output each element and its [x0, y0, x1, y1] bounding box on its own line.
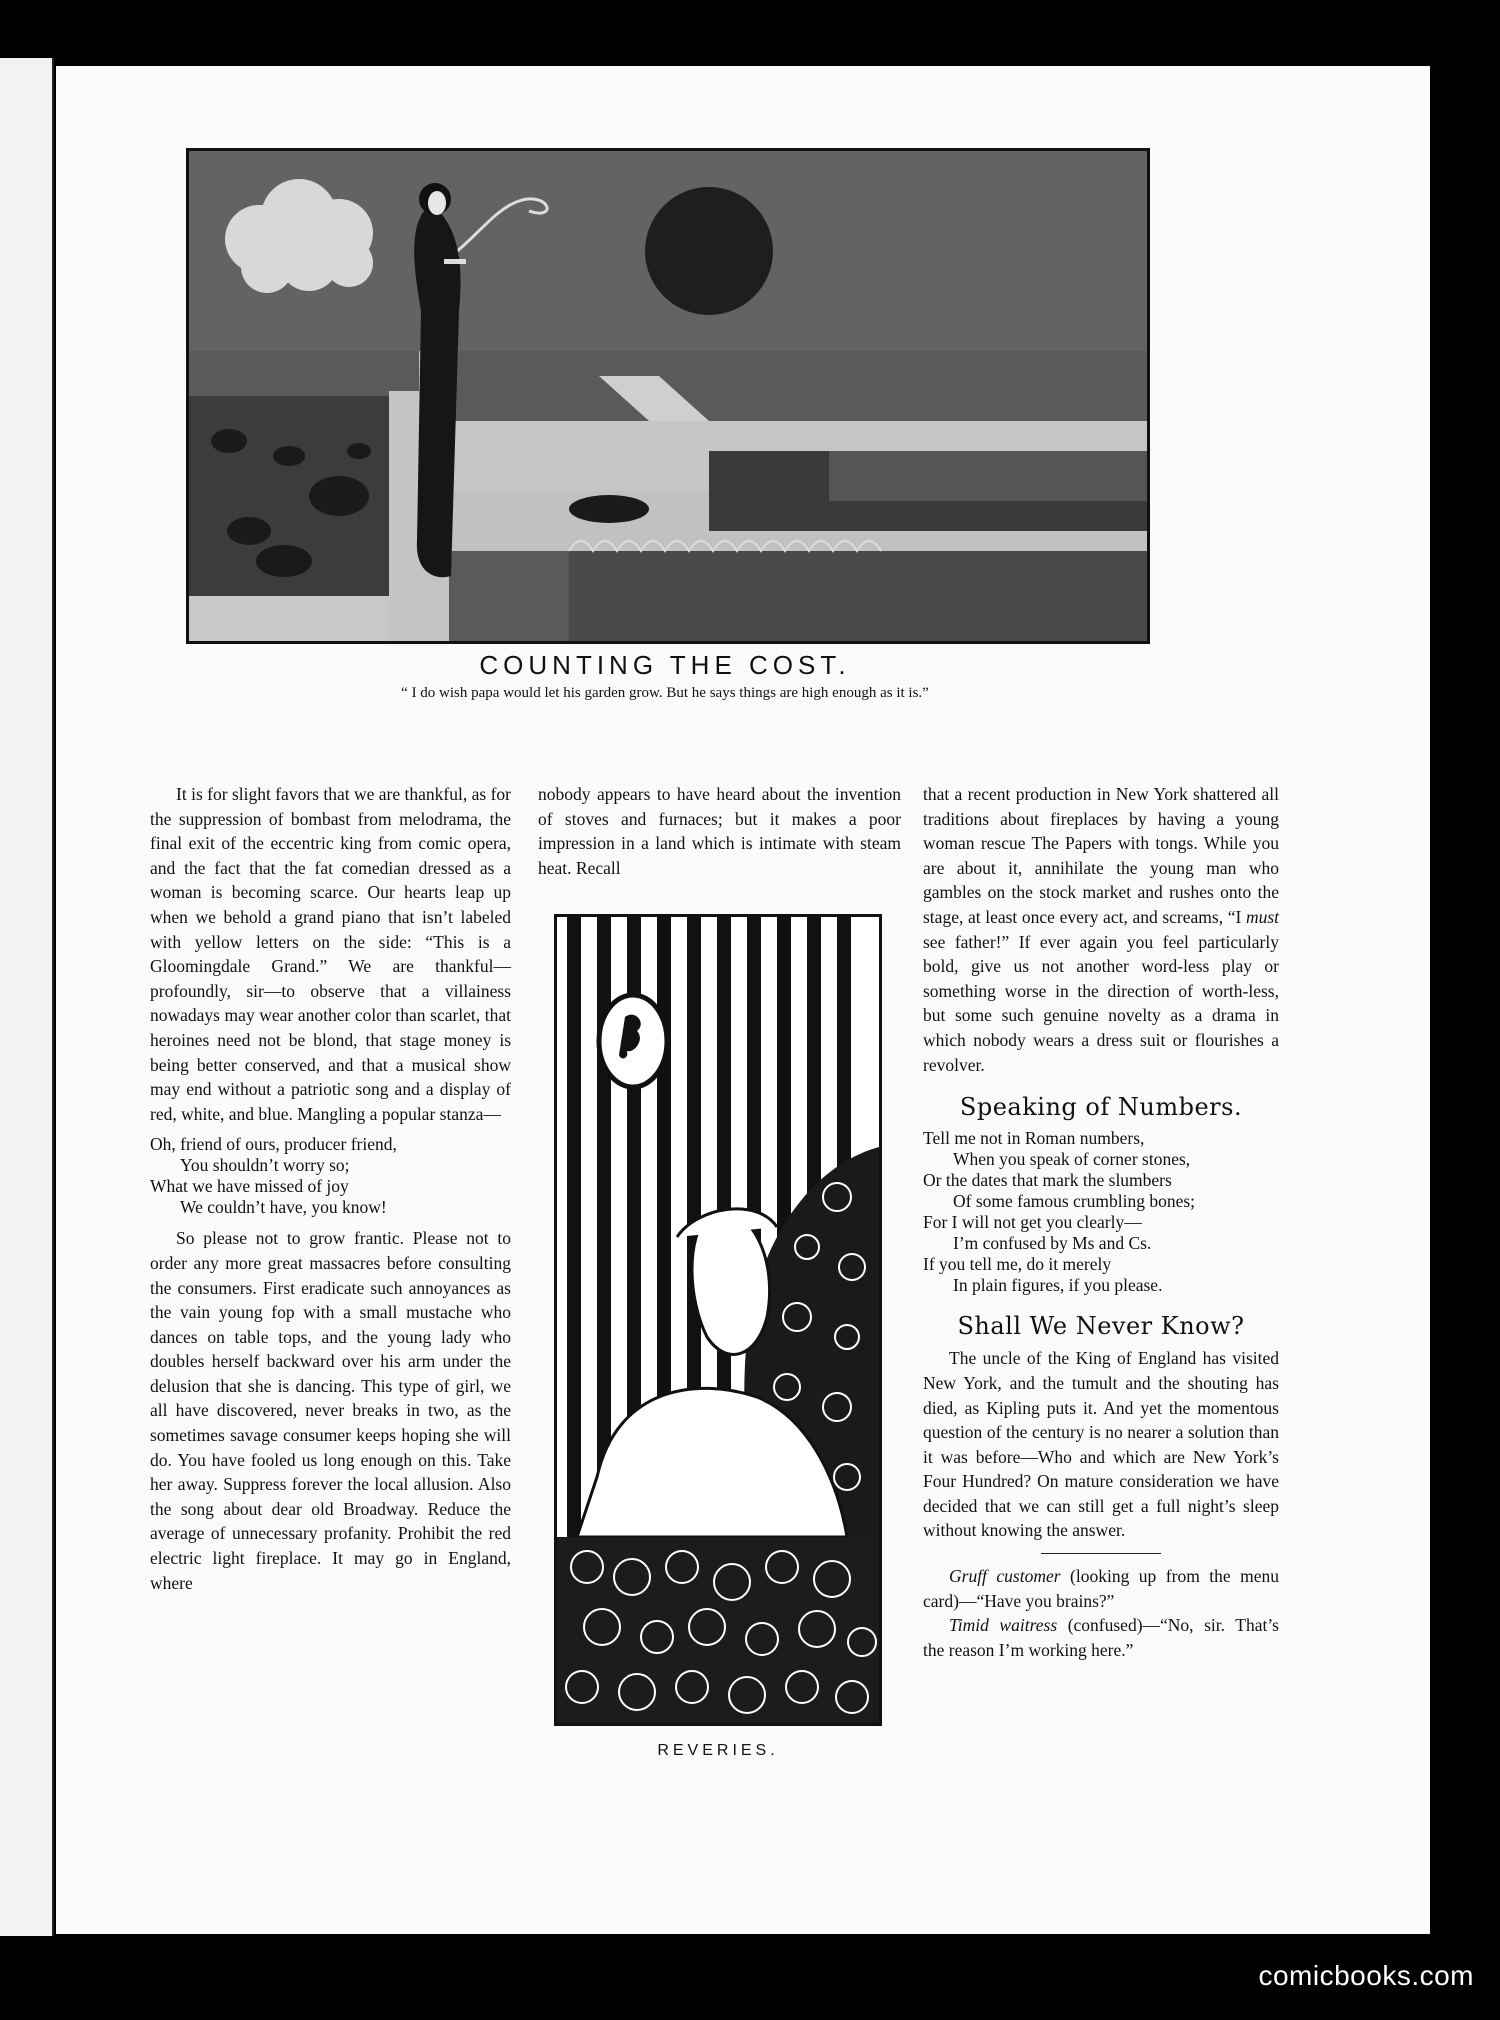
- article-column-3: [923, 782, 1279, 1662]
- counting-the-cost-illustration: [186, 148, 1150, 644]
- site-watermark: comicbooks.com: [1258, 1960, 1474, 1991]
- verse-line: We couldn’t have, you know!: [180, 1197, 387, 1218]
- col1-paragraph-1: It is for slight favors that we are thankful, as for the suppression of bombast from melodrama, the final exit of the eccentric king from comic opera, and the fact that the fat comedian dressed as a woman is becoming scarce. Our hearts leap up when we behold a grand piano that isn’t labeled with yellow letters on the side: “This is a Gloomingdale Grand.” We are thankful—profoundly, sir—to observe that a villainess nowadays may wear another color than scarlet, that heroines need not be blond, that stage money is being better conserved, and that a musical show may end without a patriotic song and a display of red, white, and blue. Mangling a popular stanza—: [150, 784, 511, 1124]
- top-illustration-title: COUNTING THE COST.: [479, 650, 851, 680]
- joke-speaker-1: Gruff customer: [949, 1566, 1061, 1587]
- joke-line-1: [923, 1564, 1279, 1613]
- reveries-drawing: [557, 917, 879, 1723]
- joke-line-2: [923, 1613, 1279, 1662]
- reveries-illustration: [554, 914, 882, 1726]
- col3-paragraph-1: [923, 782, 1279, 1077]
- verse-line: I’m confused by Ms and Cs.: [953, 1232, 1152, 1253]
- verse-line: For I will not get you clearly—: [923, 1211, 1142, 1232]
- reveries-caption: REVERIES.: [657, 1742, 779, 1759]
- col1-paragraph-2: So please not to grow frantic. Please not to order any more great massacres before consulting the consumers. First eradicate such annoyances as the vain young fop with a small mustache who dances on table tops, and the young lady who doubles herself backward over his arm under the delusion that she is dancing. This type of girl, we all have discovered, never breaks in two, as the sometimes savage consumer keeps hoping she will do. You have fooled us long enough on this. Take her away. Suppress forever the local allusion. Also the song about dear old Broadway. Reduce the average of unnecessary profanity. Prohibit the red electric light fireplace. It may go in England, where: [150, 1228, 511, 1593]
- verse-line: Oh, friend of ours, producer friend,: [150, 1134, 397, 1155]
- col1-verse: [150, 1134, 511, 1218]
- col2-paragraph-1: nobody appears to have heard about the invention of stoves and furnaces; but it makes a poor impression in a land which is intimate with steam heat. Recall: [538, 784, 901, 878]
- verse-line: If you tell me, do it merely: [923, 1253, 1112, 1274]
- col3-paragraph-1-a: that a recent production in New York shattered all traditions about fireplaces by having a young woman rescue The Papers with tongs. While you are about it, annihilate the young man who gambles on the stock market and rushes onto the stage, at least once every act, and screams, “I: [923, 784, 1279, 927]
- joke-text-2: (confused)—“No, sir. That’s the reason I’m working here.”: [923, 1615, 1279, 1660]
- heading-shall-we-never-know: Shall We Never Know?: [957, 1311, 1245, 1340]
- col3-paragraph-2: The uncle of the King of England has visited New York, and the tumult and the shouting has died, as Kipling puts it. And yet the momentous question of the century is no nearer a solution than it was before—Who and which are New York’s Four Hundred? On mature consideration we have decided that we can still get a full night’s sleep without knowing the answer.: [923, 1348, 1279, 1541]
- joke-text-1: (looking up from the menu card)—“Have you brains?”: [923, 1566, 1280, 1611]
- verse-line: You shouldn’t worry so;: [180, 1155, 350, 1176]
- joke-speaker-2: Timid waitress: [949, 1615, 1058, 1636]
- col3-verse: [923, 1128, 1279, 1296]
- verse-line: Of some famous crumbling bones;: [953, 1190, 1196, 1211]
- previous-page-edge: [0, 58, 54, 1936]
- verse-line: Tell me not in Roman numbers,: [923, 1127, 1145, 1148]
- garden-scene-drawing: [189, 151, 1147, 641]
- top-illustration-caption: “ I do wish papa would let his garden grow. But he says things are high enough as it is.”: [401, 685, 929, 701]
- verse-line: In plain figures, if you please.: [953, 1274, 1163, 1295]
- verse-line: Or the dates that mark the slumbers: [923, 1169, 1172, 1190]
- verse-line: When you speak of corner stones,: [953, 1148, 1191, 1169]
- col3-paragraph-1-b: see father!” If ever again you feel particularly bold, give us not another word-less play or something worse in the direction of worth-less, but some such genuine novelty as a drama in which nobody wears a dress suit or flourishes a revolver.: [923, 931, 1279, 1075]
- article-column-2: [538, 782, 901, 880]
- verse-line: What we have missed of joy: [150, 1176, 349, 1197]
- divider-rule: [1041, 1553, 1161, 1554]
- col3-emphasis: must: [1245, 906, 1279, 927]
- article-column-1: [150, 782, 511, 1595]
- heading-speaking-of-numbers: Speaking of Numbers.: [959, 1093, 1243, 1122]
